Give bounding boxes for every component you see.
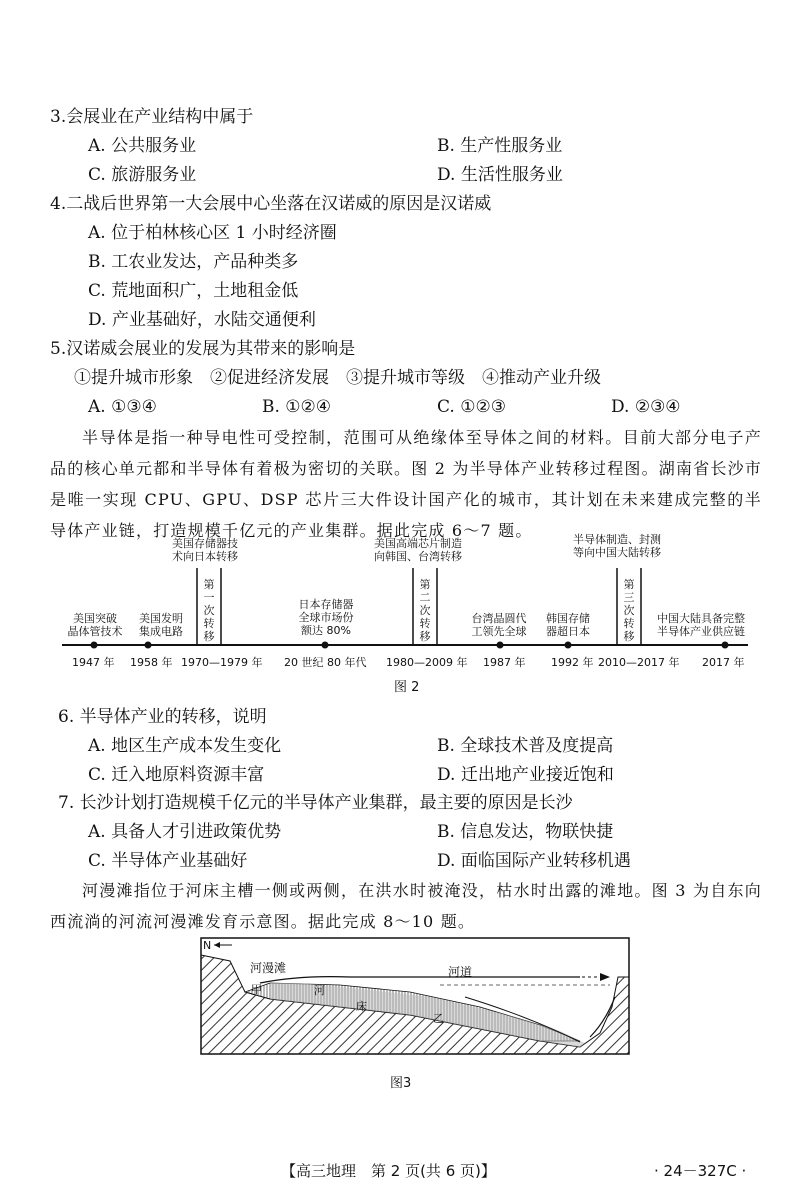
- q5-option-a: A. ①③④: [88, 397, 157, 417]
- q5-stem: 5.汉诺威会展业的发展为其带来的影响是: [50, 339, 356, 359]
- year-label: 1947 年: [72, 656, 115, 669]
- q6-option-b: B. 全球技术普及度提高: [437, 736, 614, 756]
- timeline-dot: [722, 642, 729, 649]
- timeline-dot: [497, 642, 504, 649]
- q3-option-b: B. 生产性服务业: [437, 136, 563, 156]
- year-label: 1970—1979 年: [181, 656, 263, 669]
- q6-option-d: D. 迁出地产业接近饱和: [437, 765, 614, 785]
- label-transfer-3: 第三次转移: [623, 578, 635, 643]
- label-us-highend: 美国高端芯片制造 向韩国、台湾转移: [374, 537, 462, 563]
- year-label: 1992 年: [551, 656, 594, 669]
- year-label: 20 世纪 80 年代: [284, 656, 367, 669]
- label-jia: 甲: [251, 983, 262, 996]
- north-label: N: [203, 939, 212, 952]
- page-footer: 【高三地理 第 2 页(共 6 页)】: [281, 1162, 496, 1180]
- floodplain-graphic: [200, 937, 630, 1055]
- year-label: 1980—2009 年: [386, 656, 468, 669]
- q4-stem: 4.二战后世界第一大会展中心坐落在汉诺威的原因是汉诺威: [50, 194, 492, 214]
- q7-stem: 7. 长沙计划打造规模千亿元的半导体产业集群，最主要的原因是长沙: [58, 793, 573, 813]
- year-label: 1987 年: [483, 656, 526, 669]
- q3-option-a: A. 公共服务业: [88, 136, 197, 156]
- label-transfer-1: 第一次转移: [203, 578, 215, 643]
- label-he: 河: [314, 984, 325, 997]
- label-us-ic: 美国发明 集成电路: [139, 612, 183, 638]
- q4-option-d: D. 产业基础好，水陆交通便利: [88, 310, 316, 330]
- label-japan-share: 日本存储器 全球市场份 额达 80%: [298, 598, 354, 637]
- timeline-dot: [565, 642, 572, 649]
- year-label: 1958 年: [130, 656, 173, 669]
- exam-code: · 24－327C ·: [654, 1162, 747, 1180]
- q5-option-c: C. ①②③: [437, 397, 506, 417]
- label-channel: 河道: [448, 965, 473, 979]
- label-china-chain: 中国大陆具备完整 半导体产业供应链: [657, 612, 745, 638]
- year-label: 2017 年: [702, 656, 745, 669]
- label-us-transistor: 美国突破 晶体管技术: [67, 612, 123, 638]
- label-korea: 韩国存储 器超日本: [546, 612, 590, 638]
- label-chuang: 床: [356, 1000, 367, 1013]
- q4-option-c: C. 荒地面积广，土地租金低: [88, 281, 299, 301]
- q3-option-c: C. 旅游服务业: [88, 165, 197, 185]
- passage-semiconductor: 半导体是指一种导电性可受控制，范围可从绝缘体至导体之间的材料。目前大部分电子产品的核心单元都和半导体有着极为密切的关联。图 2 为半导体产业转移过程图。湖南省长沙市是唯一实现 CPU、GPU、DSP 芯片三大件设计国产化的城市，其计划在未来建成完整的半导体产业链，打造规模千亿元的产业集群。据此完成 6～7 题。: [50, 428, 762, 540]
- q7-option-d: D. 面临国际产业转移机遇: [437, 851, 631, 871]
- q7-option-b: B. 信息发达，物联快捷: [437, 822, 614, 842]
- timeline-dot: [91, 642, 98, 649]
- q3-stem: 3.会展业在产业结构中属于: [50, 107, 254, 127]
- q4-option-a: A. 位于柏林核心区 1 小时经济圈: [88, 223, 337, 243]
- q4-option-b: B. 工农业发达，产品种类多: [88, 252, 299, 272]
- timeline-dot: [322, 642, 329, 649]
- figure-3-caption: 图3: [390, 1076, 412, 1091]
- q6-stem: 6. 半导体产业的转移，说明: [58, 707, 267, 727]
- label-taiwan: 台湾晶圆代 工领先全球: [471, 612, 527, 638]
- q3-option-d: D. 生活性服务业: [437, 165, 563, 185]
- q5-option-d: D. ②③④: [611, 397, 681, 417]
- q6-option-c: C. 迁入地原料资源丰富: [88, 765, 265, 785]
- label-us-storage: 美国存储器技 术向日本转移: [172, 537, 238, 563]
- passage-floodplain: 河漫滩指位于河床主槽一侧或两侧，在洪水时被淹没，枯水时出露的滩地。图 3 为自东向西流淌的河流河漫滩发育示意图。据此完成 8～10 题。: [50, 881, 762, 931]
- q6-option-a: A. 地区生产成本发生变化: [88, 736, 282, 756]
- q7-option-c: C. 半导体产业基础好: [88, 851, 248, 871]
- label-yi: 乙: [433, 1012, 444, 1025]
- year-label: 2010—2017 年: [598, 656, 680, 669]
- figure-2-caption: 图 2: [394, 680, 420, 695]
- label-floodplain: 河漫滩: [250, 961, 287, 975]
- label-transfer-2: 第二次转移: [419, 578, 431, 643]
- label-china-move: 半导体制造、封测 等向中国大陆转移: [573, 533, 661, 559]
- q5-items: ①提升城市形象 ②促进经济发展 ③提升城市等级 ④推动产业升级: [74, 368, 601, 388]
- timeline-dot: [145, 642, 152, 649]
- q5-option-b: B. ①②④: [262, 397, 332, 417]
- q7-option-a: A. 具备人才引进政策优势: [88, 822, 282, 842]
